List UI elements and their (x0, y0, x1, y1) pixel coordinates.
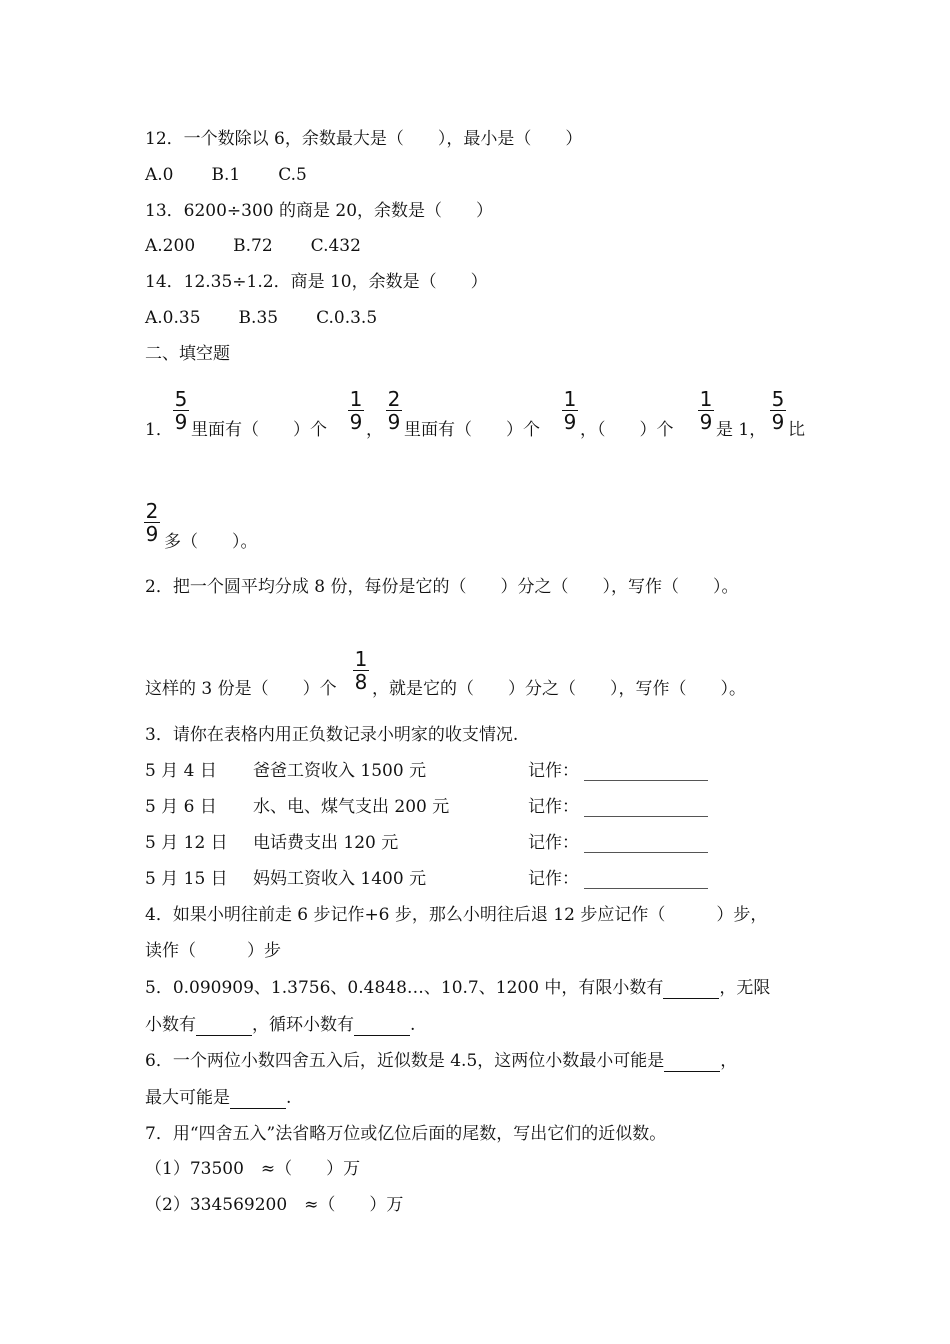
fraction-1-8: 1 8 (354, 647, 368, 694)
ledger-date: 5 月 12 日 (145, 833, 228, 853)
ledger-label: 记作： (528, 797, 579, 817)
option-c: C.5 (278, 165, 307, 185)
ledger-label: 记作： (528, 869, 579, 889)
text: 最大可能是 (145, 1088, 230, 1108)
fraction-1-9: 1 9 (699, 387, 713, 434)
option-a: A.0.35 (145, 308, 201, 328)
fill-question-6-line-2 (145, 1087, 291, 1109)
fill-1-text-c: 里面有（ ）个 (404, 420, 540, 440)
text: ，无限 (719, 978, 771, 998)
fill-question-5-line-1 (145, 977, 770, 999)
fraction-1-9: 1 9 (563, 387, 577, 434)
fill-question-2-line-2b: ，就是它的（ ）分之（ ），写作（ ）。 (372, 679, 746, 699)
answer-blank[interactable] (230, 1092, 286, 1109)
ledger-label: 记作： (528, 833, 579, 853)
ledger-desc: 电话费支出 120 元 (253, 833, 399, 853)
answer-blank[interactable] (584, 760, 708, 781)
fraction-5-9: 5 9 (174, 387, 188, 434)
question-13-options (145, 235, 399, 257)
answer-blank[interactable] (354, 1019, 410, 1036)
fill-1-text-f: 比 (788, 420, 805, 440)
fraction-1-9: 1 9 (349, 387, 363, 434)
ledger-date: 5 月 15 日 (145, 869, 228, 889)
ledger-desc: 爸爸工资收入 1500 元 (253, 761, 427, 781)
ledger-label: 记作： (528, 761, 579, 781)
fill-question-3-title: 3．请你在表格内用正负数记录小明家的收支情况. (145, 725, 519, 745)
text: 5．0.090909、1.3756、0.4848…、10.7、1200 中，有限小数有 (145, 978, 664, 998)
text: ， (720, 1051, 738, 1071)
option-b: B.72 (233, 236, 273, 256)
text: . (410, 1015, 416, 1035)
question-14: 14．12.35÷1.2．商是 10，余数是（ ） (145, 272, 488, 292)
answer-blank[interactable] (664, 1055, 720, 1072)
fill-question-5-line-2 (145, 1014, 415, 1036)
answer-blank[interactable] (584, 796, 708, 817)
option-b: B.35 (238, 308, 279, 328)
answer-blank[interactable] (584, 868, 708, 889)
ledger-date: 5 月 6 日 (145, 797, 217, 817)
question-13: 13．6200÷300 的商是 20，余数是（ ） (145, 201, 494, 221)
fill-question-7-title: 7．用“四舍五入”法省略万位或亿位后面的尾数，写出它们的近似数。 (145, 1124, 667, 1144)
fill-question-4-line-2: 读作（ ）步 (145, 941, 281, 961)
question-12: 12．一个数除以 6，余数最大是（ ），最小是（ ） (145, 129, 583, 149)
text: 6．一个两位小数四舍五入后，近似数是 4.5，这两位小数最小可能是 (145, 1051, 665, 1071)
fill-1-text-d: ，（ ）个 (580, 420, 674, 440)
option-a: A.0 (145, 165, 174, 185)
answer-blank[interactable] (196, 1019, 252, 1036)
ledger-date: 5 月 4 日 (145, 761, 217, 781)
fill-question-4-line-1: 4．如果小明往前走 6 步记作+6 步，那么小明往后退 12 步应记作（ ）步， (145, 905, 768, 925)
fraction-2-9: 2 9 (387, 387, 401, 434)
answer-blank[interactable] (584, 832, 708, 853)
fill-question-2-line-2a: 这样的 3 份是（ ）个 (145, 679, 337, 699)
fill-1-prefix: 1． (145, 420, 173, 440)
answer-blank[interactable] (663, 982, 719, 999)
section-title: 二、填空题 (145, 344, 230, 364)
fill-1-text-b: ， (366, 420, 383, 440)
option-a: A.200 (145, 236, 196, 256)
ledger-desc: 水、电、煤气支出 200 元 (253, 797, 450, 817)
ledger-desc: 妈妈工资收入 1400 元 (253, 869, 427, 889)
fill-1-text-e: 是 1， (716, 420, 767, 440)
fill-question-2-line-1: 2．把一个圆平均分成 8 份，每份是它的（ ）分之（ ），写作（ ）。 (145, 577, 739, 597)
option-b: B.1 (211, 165, 241, 185)
text: . (286, 1088, 292, 1108)
fill-question-7-item-1: （1）73500 ≈（ ）万 (145, 1159, 361, 1179)
option-c: C.0.3.5 (316, 308, 378, 328)
question-12-options (145, 164, 345, 186)
text: ，循环小数有 (252, 1015, 354, 1035)
fraction-5-9: 5 9 (771, 387, 785, 434)
fill-question-6-line-1 (145, 1050, 737, 1072)
question-14-options (145, 307, 415, 329)
fill-1-text-g: 多（ ）。 (164, 532, 258, 552)
fill-question-7-item-2: （2）334569200 ≈（ ）万 (145, 1195, 404, 1215)
text: 小数有 (145, 1015, 196, 1035)
fraction-2-9: 2 9 (145, 499, 159, 546)
fill-1-text-a: 里面有（ ）个 (191, 420, 327, 440)
option-c: C.432 (310, 236, 361, 256)
